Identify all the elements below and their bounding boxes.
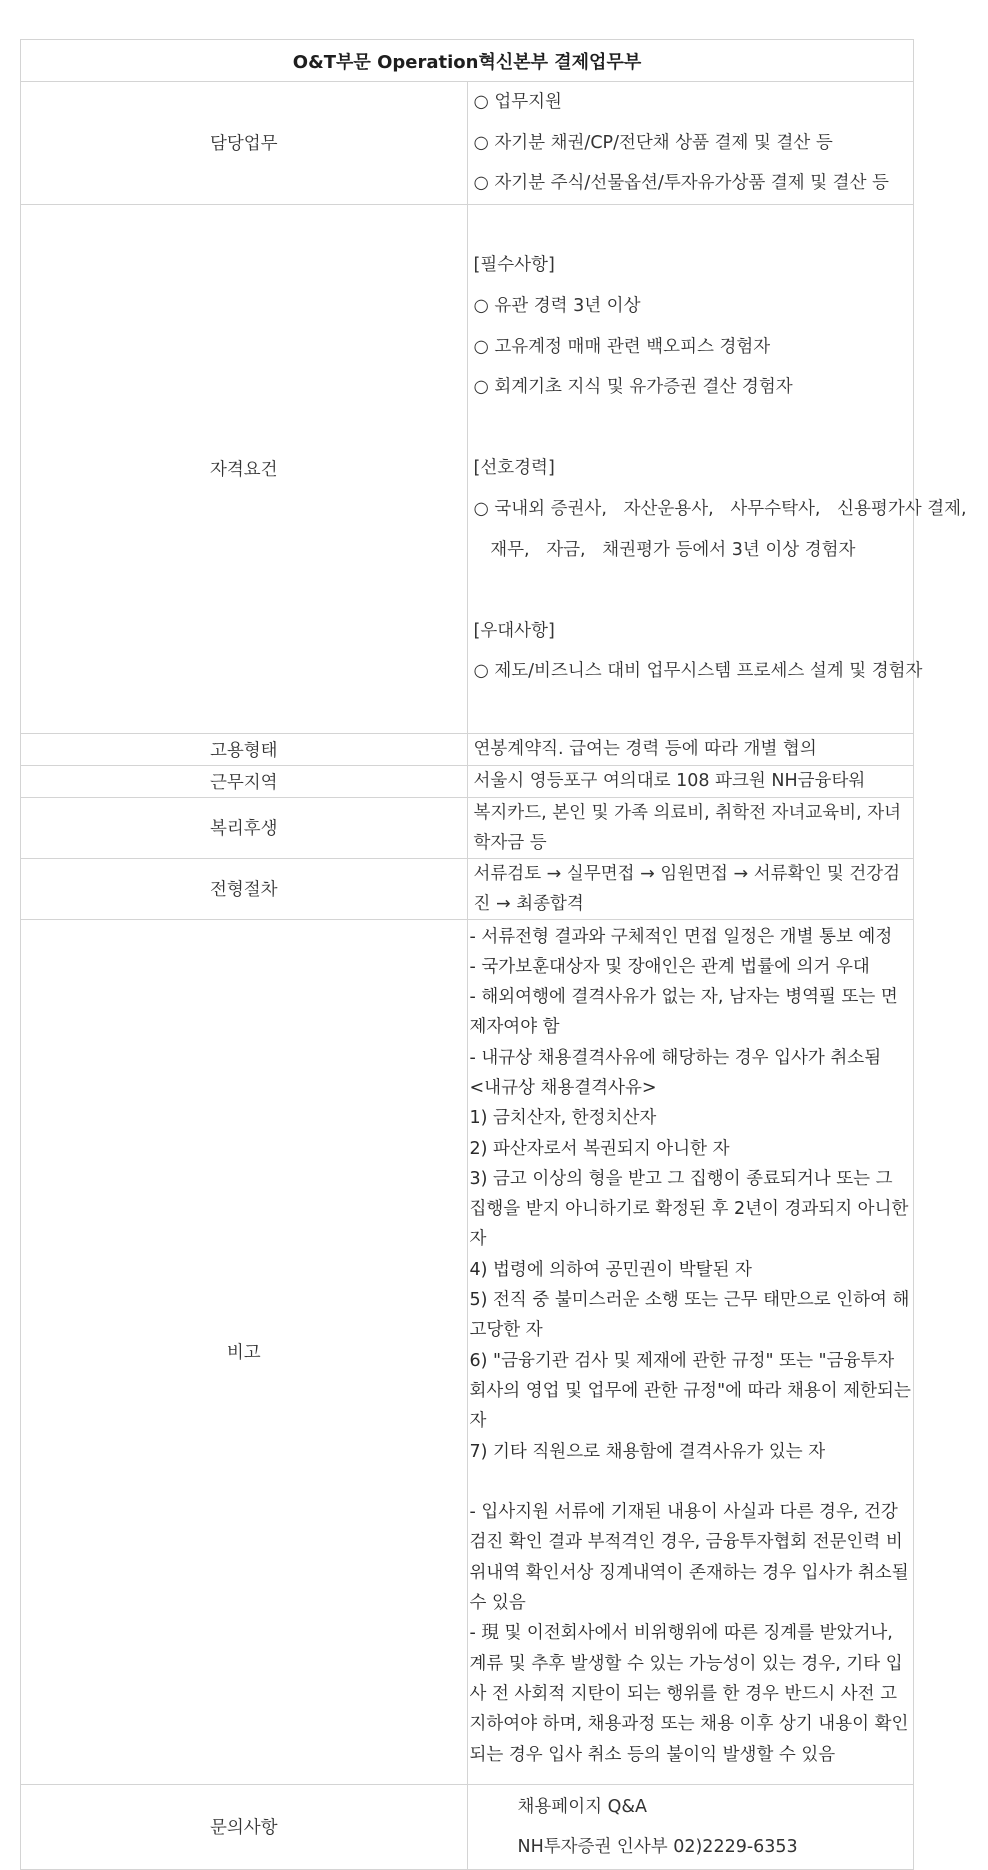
qualification-item: ○ 고유계정 매매 관련 백오피스 경험자 [473,336,771,357]
qualification-item: ○ 국내외 증권사, 자산운용사, 사무수탁사, 신용평가사 결제, [473,498,967,519]
benefits-label: 복리후생 [21,797,468,858]
spacer [474,570,914,611]
inquiry-qa: 채용페이지 Q&A [517,1796,647,1817]
duties-label: 담당업무 [21,82,468,205]
disqualification-item: 7) 기타 직원으로 채용함에 결격사유가 있는 자 [469,1441,826,1462]
duty-item: ○ 자기분 주식/선물옵션/투자유가상품 결제 및 결산 등 [473,173,889,194]
disqualification-item: 2) 파산자로서 복권되지 아니한 자 [469,1138,730,1159]
process-row [21,858,914,919]
disqualification-item: 6) "금융기관 검사 및 제재에 관한 규정" 또는 "금융투자회사의 영업 및 업무에 관한 규정"에 따라 채용이 제한되는 자 [469,1350,911,1432]
location-row [21,765,914,797]
spacer [474,692,914,733]
duty-item: ○ 업무지원 [473,92,562,112]
location-value: 서울시 영등포구 여의대로 108 파크원 NH금융타워 [467,765,914,797]
qualification-item: ○ 유관 경력 3년 이상 [473,295,641,316]
qualifications-row [21,204,914,733]
duty-item: ○ 자기분 채권/CP/전단채 상품 결제 및 결산 등 [473,132,833,153]
employment-type-value: 연봉계약직. 급여는 경력 등에 따라 개별 협의 [467,733,914,765]
remarks-row [21,919,914,1784]
process-label: 전형절차 [21,858,468,919]
qualifications-label: 자격요건 [21,204,468,733]
process-value: 서류검토 → 실무면접 → 임원면접 → 서류확인 및 건강검진 → 최종합격 [467,858,914,919]
remarks-label: 비고 [21,919,468,1784]
disqualification-heading: <내규상 채용결격사유> [469,1077,657,1098]
inquiry-label: 문의사항 [21,1784,468,1869]
remark-item: - 내규상 채용결격사유에 해당하는 경우 입사가 취소됨 [469,1047,882,1068]
spacer [470,1467,912,1497]
remark-item: - 現 및 이전회사에서 비위행위에 따른 징계를 받았거나, 계류 및 추후 발생할 수 있는 가능성이 있는 경우, 기타 입사 전 사회적 지탄이 되는 행위를 한 경우 반드시 사전 고지하여야 하며, 채용과정 또는 채용 이후 상기 내용이 확인되는 경우 입사 취소 등의 불이익 발생할 수 있음 [469,1623,909,1765]
title-row [21,40,914,82]
inquiry-content [467,1784,914,1869]
qualification-item: ○ 회계기초 지식 및 유가증권 결산 경험자 [473,377,793,398]
disqualification-item: 1) 금치산자, 한정치산자 [469,1108,657,1129]
spacer [474,408,914,449]
spacer [474,205,914,246]
section-heading-preferred: [우대사항] [473,620,555,641]
disqualification-item: 4) 법령에 의하여 공민권이 박탈된 자 [469,1259,752,1280]
remark-item: - 국가보훈대상자 및 장애인은 관계 법률에 의거 우대 [469,956,870,977]
duties-row [21,82,914,205]
remark-item: - 입사지원 서류에 기재된 내용이 사실과 다른 경우, 건강검진 확인 결과 부적격인 경우, 금융투자협회 전문인력 비위내역 확인서상 징계내역이 존재하는 경우 입사가 취소될 수 있음 [469,1502,909,1614]
employment-type-row [21,733,914,765]
remark-item: - 서류전형 결과와 구체적인 면접 일정은 개별 통보 예정 [469,926,893,947]
inquiry-phone: NH투자증권 인사부 02)2229-6353 [517,1836,798,1857]
page-title: O&T부문 Operation혁신본부 결제업무부 [21,40,914,82]
qualification-item: ○ 제도/비즈니스 대비 업무시스템 프로세스 설계 및 경험자 [473,661,923,682]
section-heading-required: [필수사항] [473,255,555,276]
benefits-row [21,797,914,858]
remark-item: - 해외여행에 결격사유가 없는 자, 남자는 병역필 또는 면제자여야 함 [469,987,898,1038]
benefits-value: 복지카드, 본인 및 가족 의료비, 취학전 자녀교육비, 자녀 학자금 등 [467,797,914,858]
inquiry-row [21,1784,914,1869]
location-label: 근무지역 [21,765,468,797]
employment-type-label: 고용형태 [21,733,468,765]
disqualification-item: 3) 금고 이상의 형을 받고 그 집행이 종료되거나 또는 그 집행을 받지 아니하기로 확정된 후 2년이 경과되지 아니한 자 [469,1168,909,1250]
duties-content [467,82,914,205]
remarks-content [467,919,914,1784]
qualification-item-continued: 재무, 자금, 채권평가 등에서 3년 이상 경험자 [473,539,856,560]
disqualification-item: 5) 전직 중 불미스러운 소행 또는 근무 태만으로 인하여 해고당한 자 [469,1290,910,1341]
qualifications-content [467,204,967,733]
section-heading-preferred-career: [선호경력] [473,458,555,479]
job-posting-table [20,39,967,1870]
